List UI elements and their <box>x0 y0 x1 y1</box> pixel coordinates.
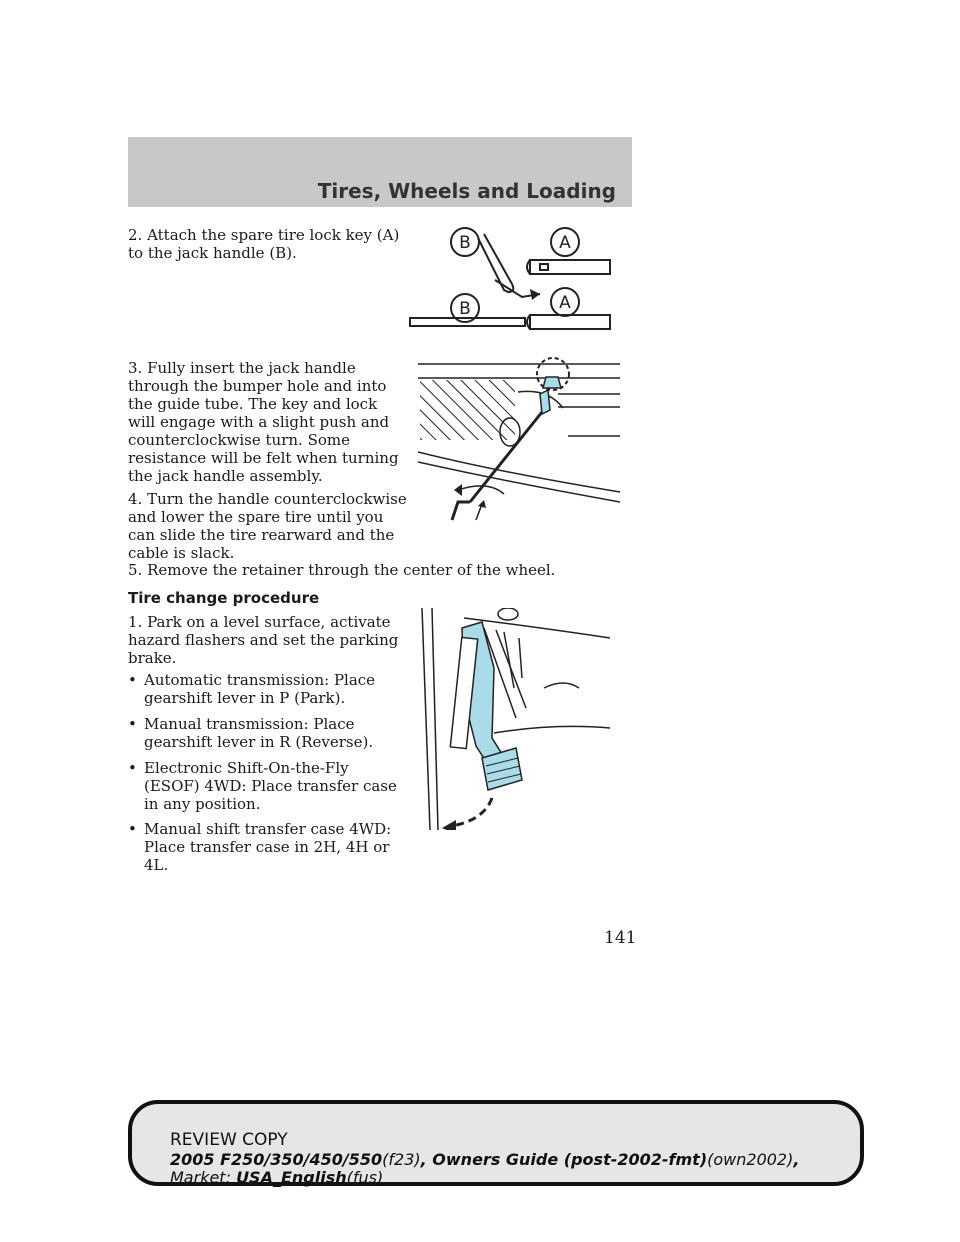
park-step-text <box>128 613 398 667</box>
text-line: can slide the tire rearward and the <box>128 526 395 544</box>
separator: , <box>420 1150 433 1169</box>
text-line: Electronic Shift-On-the-Fly <box>144 759 349 777</box>
label-b: B <box>459 299 471 319</box>
step-4-text <box>128 490 407 562</box>
text-line: 4L. <box>144 856 169 874</box>
market-line <box>170 1168 383 1187</box>
text-line: gearshift lever in P (Park). <box>144 689 346 707</box>
model-text: 2005 F250/350/450/550 <box>170 1150 383 1169</box>
step-2-text <box>128 226 399 262</box>
guide-code: (own2002) <box>707 1150 794 1169</box>
review-copy-box <box>128 1100 864 1186</box>
text-line: cable is slack. <box>128 544 235 562</box>
text-line: Manual shift transfer case 4WD: <box>144 820 392 838</box>
parking-brake-illustration <box>404 608 610 830</box>
model-code: (f23) <box>382 1150 421 1169</box>
text-line: 1. Park on a level surface, activate <box>128 613 391 631</box>
text-line: 3. Fully insert the jack handle <box>128 359 356 377</box>
market-code: (fus) <box>346 1168 384 1187</box>
separator: , <box>793 1150 800 1169</box>
bullet-glyph: • <box>128 759 137 777</box>
bumper-guide-illustration <box>418 352 620 522</box>
page-number: 141 <box>604 928 637 948</box>
bullet-glyph: • <box>128 671 137 689</box>
label-a: A <box>559 233 571 253</box>
section-heading: Tire change procedure <box>128 589 320 607</box>
text-line: Place transfer case in 2H, 4H or <box>144 838 390 856</box>
text-line: 2. Attach the spare tire lock key (A) <box>128 226 400 244</box>
text-line: counterclockwise turn. Some <box>128 431 350 449</box>
text-line: the guide tube. The key and lock <box>128 395 378 413</box>
label-b: B <box>459 233 471 253</box>
market-label: Market: <box>170 1168 231 1187</box>
header-band <box>128 137 632 207</box>
step-3-text <box>128 359 399 485</box>
text-line: hazard flashers and set the parking <box>128 631 399 649</box>
text-line: to the jack handle (B). <box>128 244 297 262</box>
page-title: Tires, Wheels and Loading <box>317 179 616 203</box>
text-line: the jack handle assembly. <box>128 467 323 485</box>
text-line: 5. Remove the retainer through the center of the wheel. <box>128 561 556 579</box>
text-line: Manual transmission: Place <box>144 715 355 733</box>
text-line: (ESOF) 4WD: Place transfer case <box>144 777 397 795</box>
bullet-glyph: • <box>128 820 137 838</box>
text-line: brake. <box>128 649 177 667</box>
market-text: USA_English <box>236 1168 347 1187</box>
text-line: through the bumper hole and into <box>128 377 387 395</box>
text-line: Automatic transmission: Place <box>144 671 376 689</box>
text-line: in any position. <box>144 795 261 813</box>
text-line: will engage with a slight push and <box>128 413 390 431</box>
review-copy-label: REVIEW COPY <box>170 1130 288 1150</box>
model-line <box>170 1150 799 1169</box>
label-a: A <box>559 293 571 313</box>
key-handle-illustration <box>400 222 630 342</box>
text-line: and lower the spare tire until you <box>128 508 384 526</box>
text-line: gearshift lever in R (Reverse). <box>144 733 374 751</box>
text-line: resistance will be felt when turning <box>128 449 399 467</box>
guide-text: Owners Guide (post-2002-fmt) <box>432 1150 708 1169</box>
bullet-glyph: • <box>128 715 137 733</box>
text-line: 4. Turn the handle counterclockwise <box>128 490 407 508</box>
step-5-text <box>128 561 555 579</box>
